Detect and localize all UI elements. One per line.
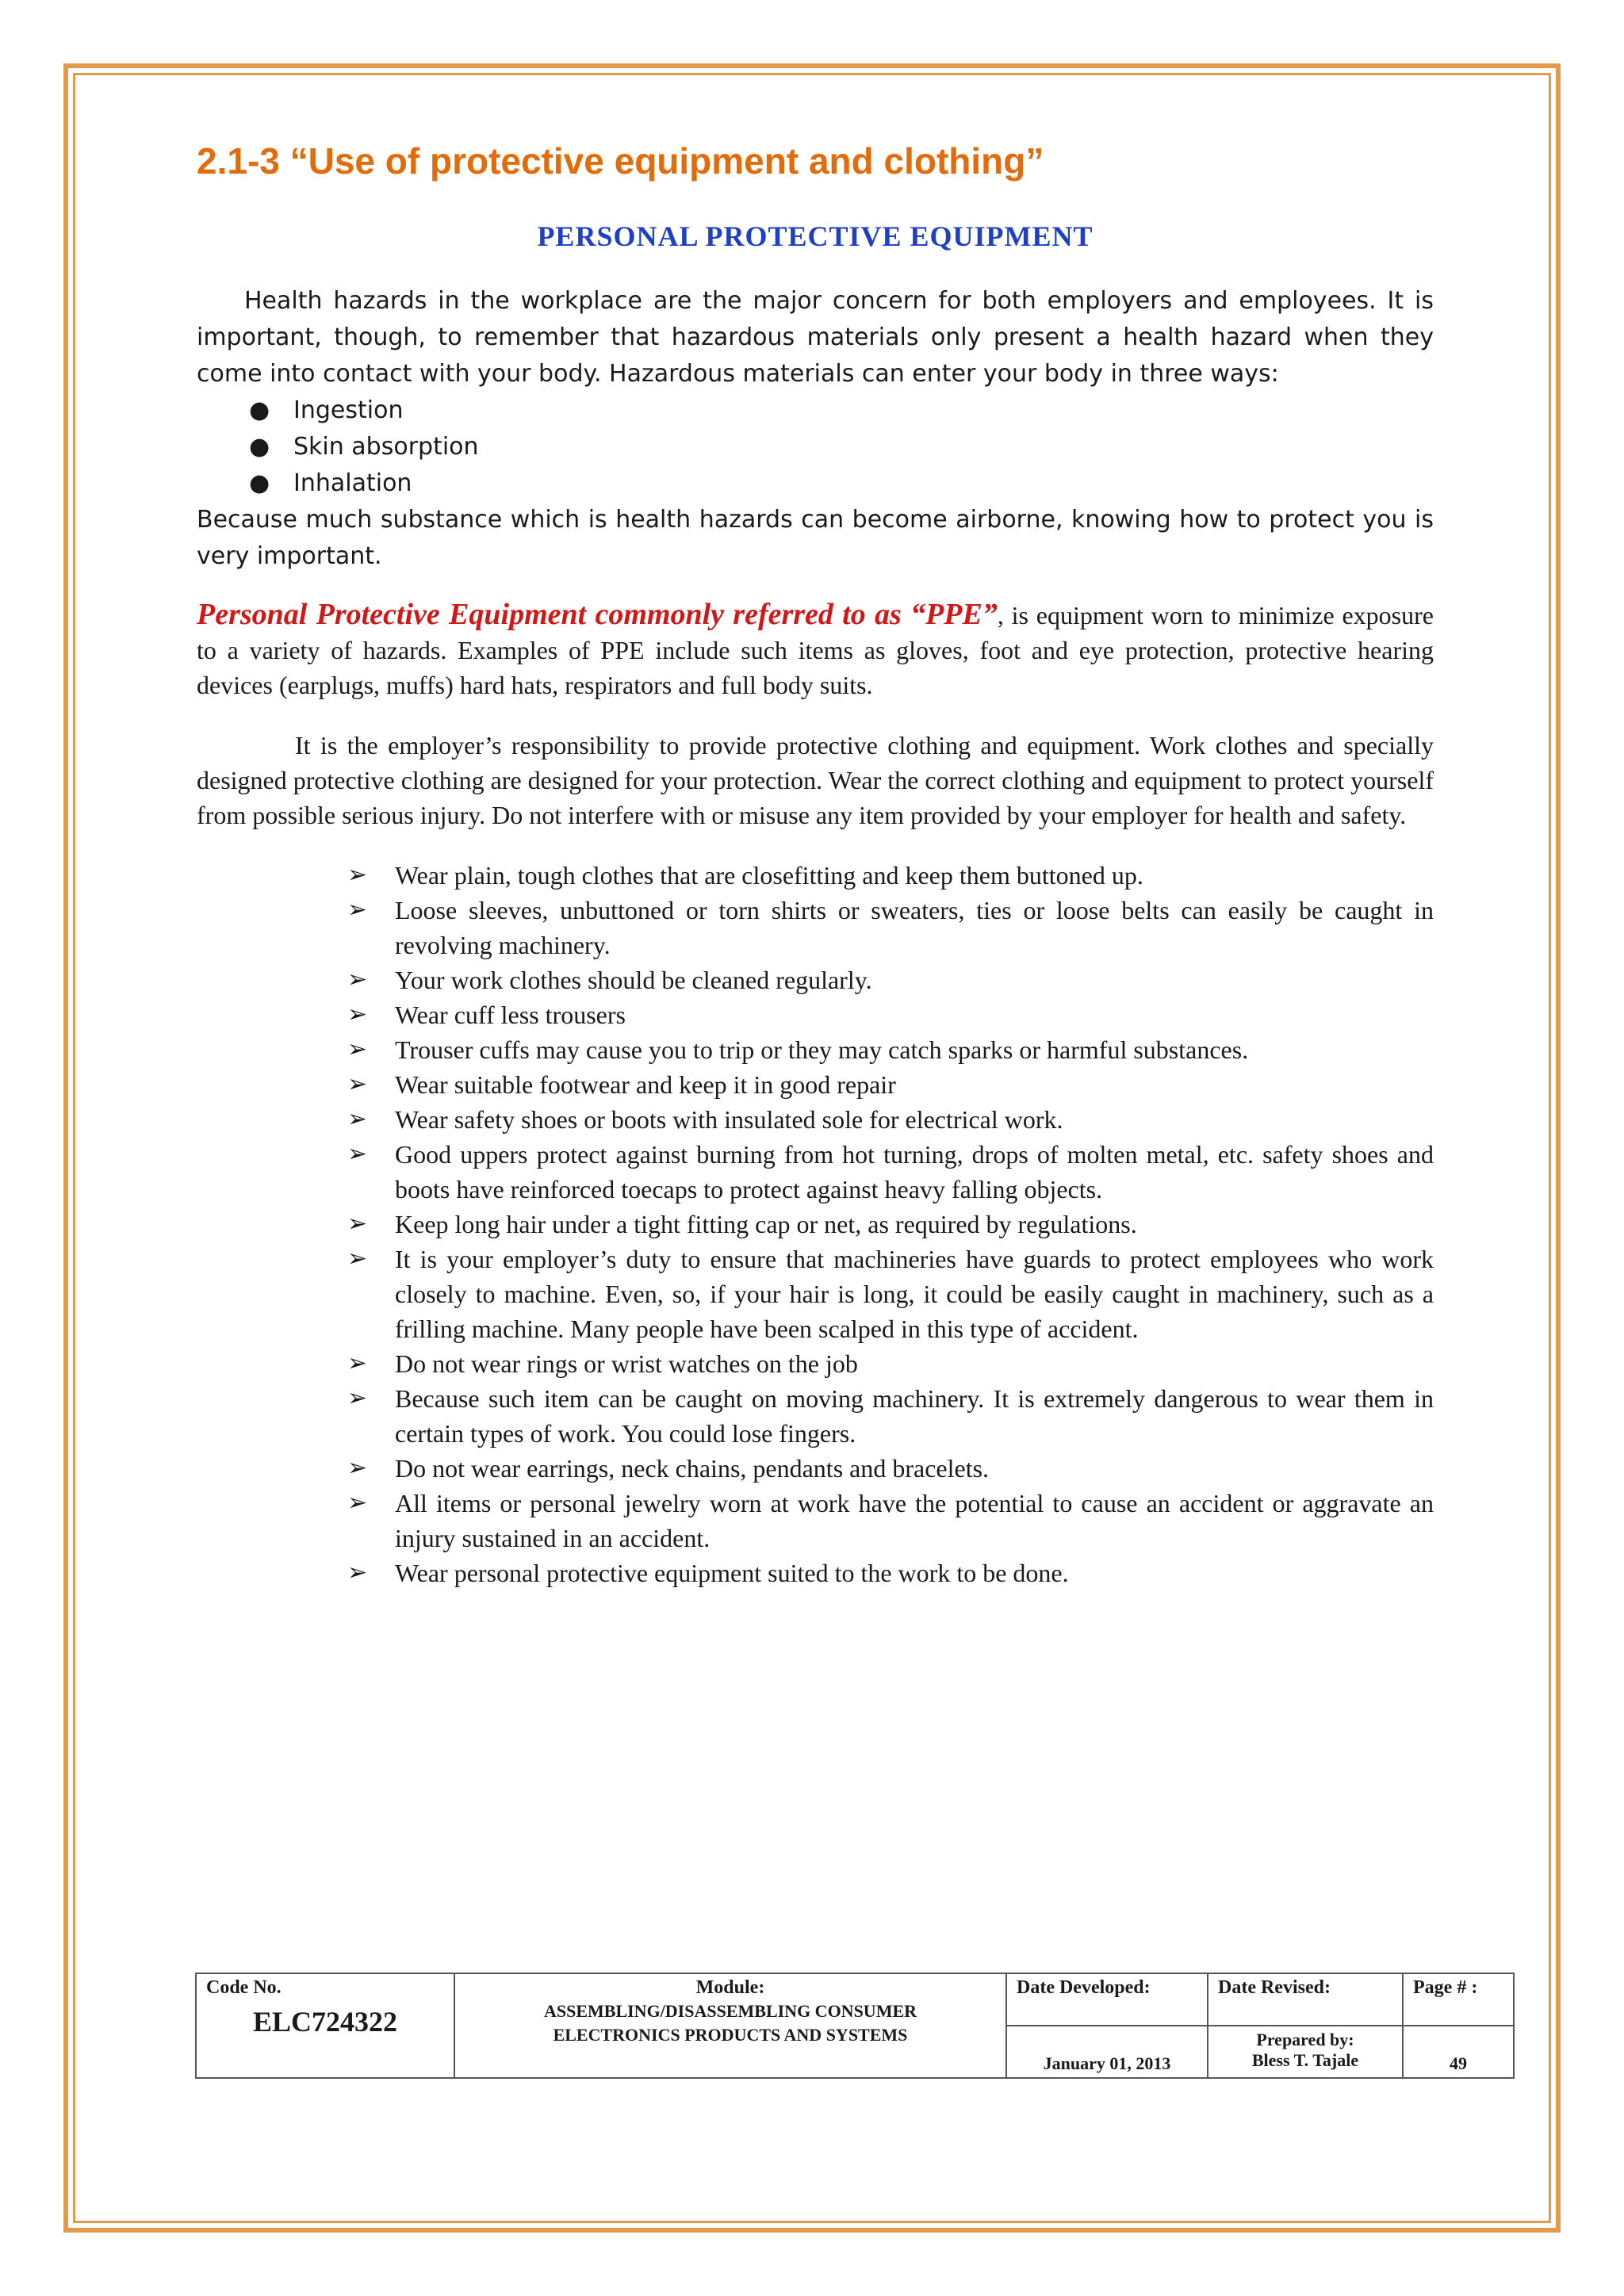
- list-item: [347, 893, 1434, 962]
- list-item: [246, 392, 1434, 429]
- list-item-text: All items or personal jewelry worn at work have the potential to cause an accident or aggravate an injury sustained in an accident.: [395, 1489, 1434, 1553]
- list-item: [347, 1486, 1434, 1556]
- arrow-bullet-icon: ➢: [347, 1490, 368, 1517]
- arrow-bullet-icon: ➢: [347, 1559, 368, 1586]
- list-item-text: Skin absorption: [293, 433, 479, 461]
- page-number-cell: [1403, 2026, 1514, 2078]
- list-item: [347, 1242, 1434, 1346]
- list-item: [347, 858, 1434, 893]
- prepared-by-label: Prepared by:: [1256, 2030, 1354, 2049]
- arrow-bullet-icon: ➢: [347, 862, 368, 889]
- bullet-icon: ●: [249, 433, 270, 461]
- list-item: [347, 1137, 1434, 1207]
- list-item-text: Because such item can be caught on moving machinery. It is extremely dangerous to wear them in certain types of work. You could lose fingers.: [395, 1384, 1434, 1448]
- ppe-lead: Personal Protective Equipment commonly referred to as “PPE”: [197, 598, 998, 632]
- arrow-bullet-icon: ➢: [347, 1001, 368, 1028]
- list-item: [347, 1207, 1434, 1242]
- arrow-bullet-icon: ➢: [347, 1385, 368, 1412]
- intro-conclusion: Because much substance which is health hazards can become airborne, knowing how to protect you is very important.: [197, 506, 1434, 571]
- ppe-rest: , is equipment worn to minimize exposure to a variety of hazards. Examples of PPE include such items as gloves, foot and eye protection, protective hearing devices (earplugs, muffs) hard hats, respirators and full body suits.: [197, 601, 1434, 700]
- list-item: [246, 429, 1434, 465]
- arrow-bullet-icon: ➢: [347, 1455, 368, 1482]
- date-developed-value: January 01, 2013: [1043, 2053, 1171, 2073]
- arrow-bullet-icon: ➢: [347, 897, 368, 924]
- list-item-text: Wear plain, tough clothes that are closefitting and keep them buttoned up.: [395, 861, 1143, 890]
- list-item: [347, 962, 1434, 997]
- list-item-text: Wear personal protective equipment suited to the work to be done.: [395, 1559, 1069, 1588]
- ppe-definition: [197, 597, 1434, 702]
- arrow-bullet-icon: ➢: [347, 1071, 368, 1098]
- list-item: [347, 1102, 1434, 1137]
- code-cell: [196, 1973, 454, 2078]
- date-developed-label: Date Developed:: [1017, 1977, 1151, 1998]
- list-item: [347, 1451, 1434, 1486]
- list-item: [347, 1067, 1434, 1102]
- list-item-text: It is your employer’s duty to ensure that machineries have guards to protect employees who work closely to machine. Even, so, if your hair is long, it could be easily caught in machinery, such as a frilling machine. Many people have been scalped in this type of accident.: [395, 1245, 1434, 1344]
- arrow-bullet-icon: ➢: [347, 966, 368, 993]
- module-cell: [454, 1973, 1006, 2078]
- responsibility-paragraph: It is the employer’s responsibility to provide protective clothing and equipment. Work clothes and specially designed protective clothing are designed for your protection. Wear the correct clothing and equipment to protect yourself from possible serious injury. Do not interfere with or misuse any item provided by your employer for health and safety.: [197, 731, 1434, 830]
- list-item-text: Your work clothes should be cleaned regularly.: [395, 966, 872, 995]
- date-developed-label-cell: [1006, 1973, 1208, 2026]
- list-item-text: Wear cuff less trousers: [395, 1001, 626, 1030]
- list-item: [347, 997, 1434, 1032]
- module-title-line2: ELECTRONICS PRODUCTS AND SYSTEMS: [553, 2025, 908, 2045]
- intro-paragraph: Health hazards in the workplace are the major concern for both employers and employees. It is important, though, to remember that hazardous materials only present a health hazard when they come into contact with your body. Hazardous materials can enter your body in three ways:: [197, 287, 1434, 388]
- list-item-text: Trouser cuffs may cause you to trip or they may catch sparks or harmful substances.: [395, 1035, 1249, 1065]
- list-item-text: Keep long hair under a tight fitting cap or net, as required by regulations.: [395, 1210, 1137, 1239]
- list-item: [347, 1346, 1434, 1381]
- list-item: [246, 465, 1434, 502]
- document-footer-table: [195, 1973, 1515, 2079]
- clothing-rules-list: [197, 858, 1434, 1590]
- bullet-icon: ●: [249, 396, 270, 425]
- list-item-text: Good uppers protect against burning from hot turning, drops of molten metal, etc. safety shoes and boots have reinforced toecaps to protect against heavy falling objects.: [395, 1140, 1434, 1204]
- code-label: Code No.: [206, 1977, 282, 1998]
- subheading: PERSONAL PROTECTIVE EQUIPMENT: [537, 220, 1094, 253]
- page-content: [197, 140, 1434, 1590]
- arrow-bullet-icon: ➢: [347, 1036, 368, 1063]
- list-item: [347, 1556, 1434, 1590]
- arrow-bullet-icon: ➢: [347, 1106, 368, 1133]
- list-item-text: Wear safety shoes or boots with insulated sole for electrical work.: [395, 1105, 1063, 1135]
- date-revised-label-cell: [1208, 1973, 1403, 2026]
- list-item-text: Inhalation: [293, 469, 412, 498]
- intro-section: [197, 283, 1434, 575]
- module-title-line1: ASSEMBLING/DISASSEMBLING CONSUMER: [543, 2001, 917, 2021]
- arrow-bullet-icon: ➢: [347, 1141, 368, 1168]
- arrow-bullet-icon: ➢: [347, 1246, 368, 1272]
- list-item: [347, 1032, 1434, 1067]
- list-item-text: Do not wear rings or wrist watches on the job: [395, 1349, 858, 1379]
- arrow-bullet-icon: ➢: [347, 1211, 368, 1238]
- page-number: 49: [1450, 2053, 1467, 2073]
- list-item-text: Wear suitable footwear and keep it in good repair: [395, 1070, 896, 1100]
- date-revised-label: Date Revised:: [1218, 1977, 1331, 1998]
- page-label: Page # :: [1413, 1977, 1478, 1998]
- page-label-cell: [1403, 1973, 1514, 2026]
- code-value: ELC724322: [252, 2006, 398, 2038]
- list-item: [347, 1381, 1434, 1451]
- prepared-by-value: Bless T. Tajale: [1251, 2050, 1359, 2070]
- arrow-bullet-icon: ➢: [347, 1350, 368, 1377]
- bullet-icon: ●: [249, 469, 270, 498]
- module-label: Module:: [695, 1977, 765, 1998]
- date-developed-value-cell: [1006, 2026, 1208, 2078]
- prepared-by-cell: [1208, 2026, 1403, 2078]
- list-item-text: Loose sleeves, unbuttoned or torn shirts or sweaters, ties or loose belts can easily be caught in revolving machinery.: [395, 896, 1434, 960]
- section-title: 2.1-3 “Use of protective equipment and clothing”: [197, 140, 1044, 182]
- list-item-text: Do not wear earrings, neck chains, pendants and bracelets.: [395, 1454, 990, 1483]
- hazard-entry-list: [197, 392, 1434, 502]
- list-item-text: Ingestion: [293, 396, 404, 425]
